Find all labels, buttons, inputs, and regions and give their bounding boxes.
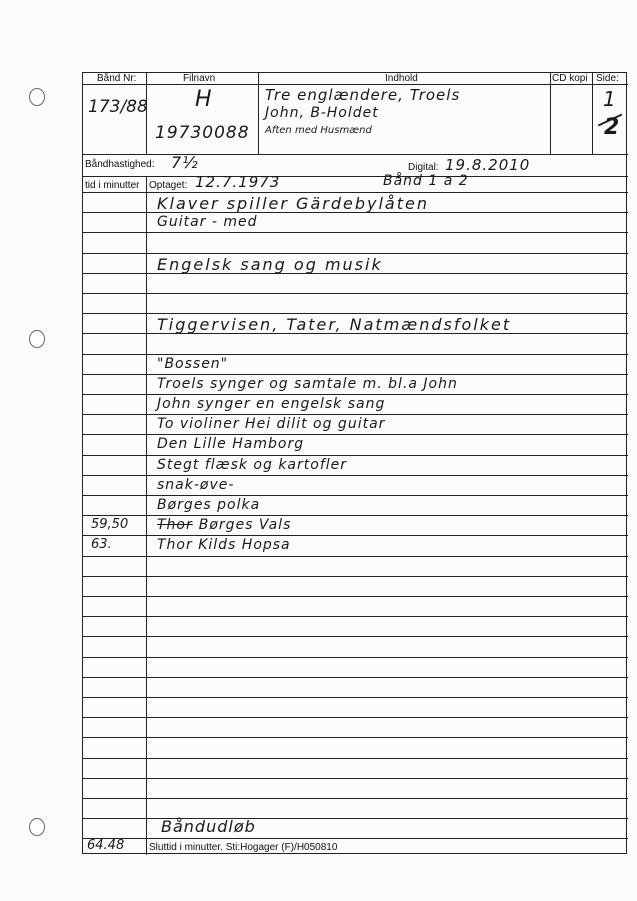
entry-text: Guitar - med [157,214,258,230]
grid-row-line [83,374,628,375]
grid-row-line [83,515,628,516]
entry-time: 59,50 [91,517,129,532]
grid-row-line [83,232,628,233]
entry-text: Stegt flæsk og kartofler [157,457,348,473]
footer-note: Sluttid i minutter. Sti:Hogager (F)/H050810 [149,842,338,853]
entry-main-text: Børges Vals [198,517,292,533]
grid-row-line [83,475,628,476]
tape-log-form [82,72,627,854]
punch-hole-bottom [29,818,45,836]
punch-hole-top [29,88,45,106]
grid-row-line [83,838,628,839]
grid-row-line [83,354,628,355]
grid-row-line [83,495,628,496]
grid-row-line [83,293,628,294]
grid-row-line [83,758,628,759]
entry-text [157,517,291,533]
band-nr-label: Bånd Nr: [97,73,137,84]
grid-row-line [83,414,628,415]
entry-text: To violiner Hei dilit og guitar [157,416,386,432]
entry-text: Den Lille Hamborg [157,436,305,452]
grid-row-line [83,576,628,577]
entry-text: Tiggervisen, Tater, Natmændsfolket [157,315,512,334]
grid-row-line [83,535,628,536]
optaget-value: 12.7.1973 [195,173,281,191]
bandhastighed-label: Båndhastighed: [85,159,155,170]
band-udlob: Båndudløb [161,817,256,836]
grid-row-line [83,737,628,738]
side-bottom: 2 [604,115,621,140]
grid-row-line [83,717,628,718]
entry-text: Børges polka [157,497,261,513]
side-top: 1 [603,87,617,111]
band-side: Bånd 1 a 2 [383,173,469,189]
grid-row-line [83,253,628,254]
grid-row-line [83,394,628,395]
punch-hole-middle [29,330,45,348]
indhold-line-3: Aften med Husmænd [265,125,372,136]
entry-text: Engelsk sang og musik [157,255,383,274]
grid-row-line [83,697,628,698]
digital-label: Digital: [408,162,439,173]
indhold-line-1: Tre englændere, Troels [265,86,461,104]
indhold-label: Indhold [385,73,418,84]
grid-row-line [83,455,628,456]
optaget-label: Optaget: [149,180,188,191]
entry-text: "Bossen" [157,356,229,372]
grid-row-line [83,657,628,658]
grid-row-line [83,596,628,597]
grid-row-line [83,434,628,435]
entry-text: snak-øve- [157,477,235,493]
entry-text: Troels synger og samtale m. bl.a John [157,376,458,392]
filnavn-letter: H [195,87,213,112]
grid-row-line [83,313,628,314]
digital-value: 19.8.2010 [445,156,531,174]
side-label: Side: [596,73,619,84]
grid-row-line [83,556,628,557]
grid-row-line [83,677,628,678]
entry-time: 63. [91,537,112,552]
end-time: 64.48 [87,838,125,853]
entry-text: Thor Kilds Hopsa [157,537,291,553]
entry-text: John synger en engelsk sang [157,396,386,412]
grid-row-line [83,616,628,617]
filnavn-number: 19730088 [155,123,250,143]
bandhastighed-value: 7½ [171,153,199,172]
band-nr-value: 173/88 [88,97,148,117]
filnavn-label: Filnavn [183,73,216,84]
cd-kopi-label: CD kopi [552,73,588,84]
tid-label: tid i minutter [85,180,140,191]
entry-text: Klaver spiller Gärdebylåten [157,194,429,213]
indhold-line-2: John, B-Holdet [265,105,379,121]
grid-row-line [83,778,628,779]
entry-struck-text: Thor [157,517,193,533]
grid-row-line [83,798,628,799]
grid-row-line [83,636,628,637]
